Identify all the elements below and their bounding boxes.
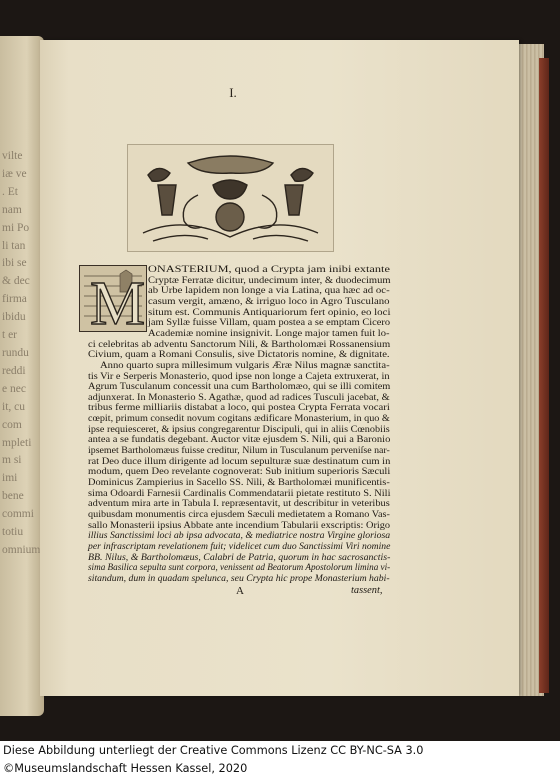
left-page-fragment: nam — [2, 203, 22, 216]
text-line: Academiæ nomine insignivit. Longe major tamen fuit lo- — [148, 327, 390, 339]
left-page-fragment: commi — [2, 508, 34, 521]
text-line: sima Basilica sepulta sunt corpora, venissent ad Beatorum Apostolorum limina vi- — [88, 562, 391, 574]
left-page-fragment: imi — [2, 472, 18, 485]
license-footer — [0, 741, 560, 779]
catchword: tassent, — [351, 585, 383, 596]
text-line: ipse requiesceret, & ipsius congregarentur Discipuli, qui in aliis Cœnobiis — [88, 423, 390, 435]
left-page-fragment: e nec — [2, 382, 26, 395]
left-page-fragment: com — [2, 418, 22, 431]
text-line: sallo Monasterii ipsius Abbate ante incendium Tabularii exscriptis: Origo — [88, 519, 391, 531]
text-line: tribus ferme milliariis distabat a loco, qui postea Crypta Ferrata vocari — [88, 402, 390, 414]
copyright-text: ©Museumslandschaft Hessen Kassel, 2020 — [3, 762, 248, 775]
left-page-fragment: & dec — [2, 275, 30, 288]
text-line: adventum mira arte in Tabula I. repræsentavit, ut describitur in veteribus — [88, 498, 390, 510]
text-line: sitandum, dum in quadam spelunca, seu Crypta hic prope Monasterium habi- — [88, 572, 390, 584]
text-line: Civium, quam a Romani Consulis, sive Dictatoris nomine, & dignitate. — [88, 349, 390, 361]
text-line: illius Sanctissimi loci ab ipsa advocata, & mediatrice nostra Virgine gloriosa — [88, 530, 391, 542]
license-text: Diese Abbildung unterliegt der Creative Commons Lizenz CC BY-NC-SA 3.0 — [3, 744, 424, 757]
text-line: Anno quarto supra millesimum vulgaris Æræ Nilus magnæ sanctita- — [100, 359, 390, 371]
left-page-fragment: totiu — [2, 526, 24, 539]
text-line: modum, quem Deo revelante cognoverat: Sub initium superioris Sæculi — [88, 466, 391, 478]
drop-initial-letter: M — [90, 270, 146, 338]
text-line: jam Syllæ fuisse Villam, quam postea a se emptam Cicero — [148, 317, 391, 329]
left-page-fragment: li tan — [2, 239, 26, 252]
left-page-fragment: ibidu — [2, 311, 26, 324]
text-line: antea a se fundatis degebant. Auctor vitæ ejusdem S. Nili, qui a Baronio — [88, 434, 391, 446]
book-cover-edge — [539, 58, 549, 693]
drop-initial-m — [79, 265, 147, 338]
text-line: adjunxerat. In Monasterio S. Agathæ, quod ad radices Tusculi jacebat, & — [88, 391, 390, 403]
left-page-fragment: rundu — [2, 346, 29, 359]
left-page-fragment: firma — [2, 293, 27, 306]
left-page-fragment: mi Po — [2, 221, 30, 234]
text-line: Dominicus Zampierius in Sacello SS. Nili, & Bartholomæi munificentis- — [88, 477, 390, 488]
ornamental-vignette — [127, 144, 334, 252]
chapter-number: I. — [229, 85, 237, 100]
left-page-fragment: iæ ve — [2, 167, 27, 180]
text-line: BB. Nilus, & Bartholomæus, Calabri de Patria, quorum in hac sacrosanctis- — [88, 551, 391, 563]
text-line: Cryptæ Ferratæ dicitur, undecimum inter, & duodecimum — [148, 274, 391, 286]
left-page-fragment: ibi se — [2, 257, 27, 270]
text-line: cœpit, primum consedit novum cogitans ædificare Monasterium, in quo & — [88, 413, 390, 425]
left-page-fragment: omnium — [2, 543, 41, 556]
text-line: ipsemet Bartholomæus fuisse creditur, Nilum in Tusculanum perveniſse nar- — [88, 445, 390, 457]
left-page-fragment: t er — [2, 329, 18, 342]
text-line: sima Odoardi Farnesii Cardinalis Commendatarii pietate restituto S. Nili — [88, 487, 391, 499]
text-line: casum vergit, amæno, & irriguo loco in Agro Tusculano — [148, 295, 390, 307]
text-line: tis Vir e Serperis Monasterio, quod ipse non longe a Cajeta extruxerat, in — [88, 370, 390, 382]
left-page-fragment: m si — [2, 454, 22, 467]
left-page-fragment: bene — [2, 490, 24, 503]
text-line: ab Urbe lapidem non longe a via Latina, qua hæc ad oc- — [148, 285, 390, 297]
left-page-fragment: reddi — [2, 364, 26, 377]
left-page-fragment: it, cu — [2, 400, 25, 413]
left-page-fragment: . Et — [2, 185, 18, 198]
left-page-fragment: mpleti — [2, 436, 32, 449]
text-line: Agrum Tusculanum concessit una cum Bartholomæo, qui se illi comitem — [88, 381, 391, 393]
text-line: rat Deo duce illum dirigente ad locum sepulturæ suæ destinatum cum in — [88, 455, 391, 467]
left-page-fragment: vilte — [2, 150, 23, 162]
signature-mark: A — [236, 585, 244, 597]
text-line: ci celebritas ab adventu Sanctorum Nili, & Bartholomæi Rossanensium — [88, 338, 391, 350]
text-line: situm est. Communis Antiquariorum fert opinio, eo loci — [148, 306, 391, 318]
left-page — [0, 36, 44, 716]
text-line: quibusdam monumentis circa ejusdem Sæculi medietatem a Romano Vas- — [88, 508, 390, 520]
left-page-text-fragments — [2, 148, 42, 556]
text-line: per infrascriptam revelationem fuit; videlicet cum duo Sanctissimi Viri nomine — [88, 540, 391, 552]
text-line: ONASTERIUM, quod a Crypta jam inibi extante — [148, 264, 390, 275]
